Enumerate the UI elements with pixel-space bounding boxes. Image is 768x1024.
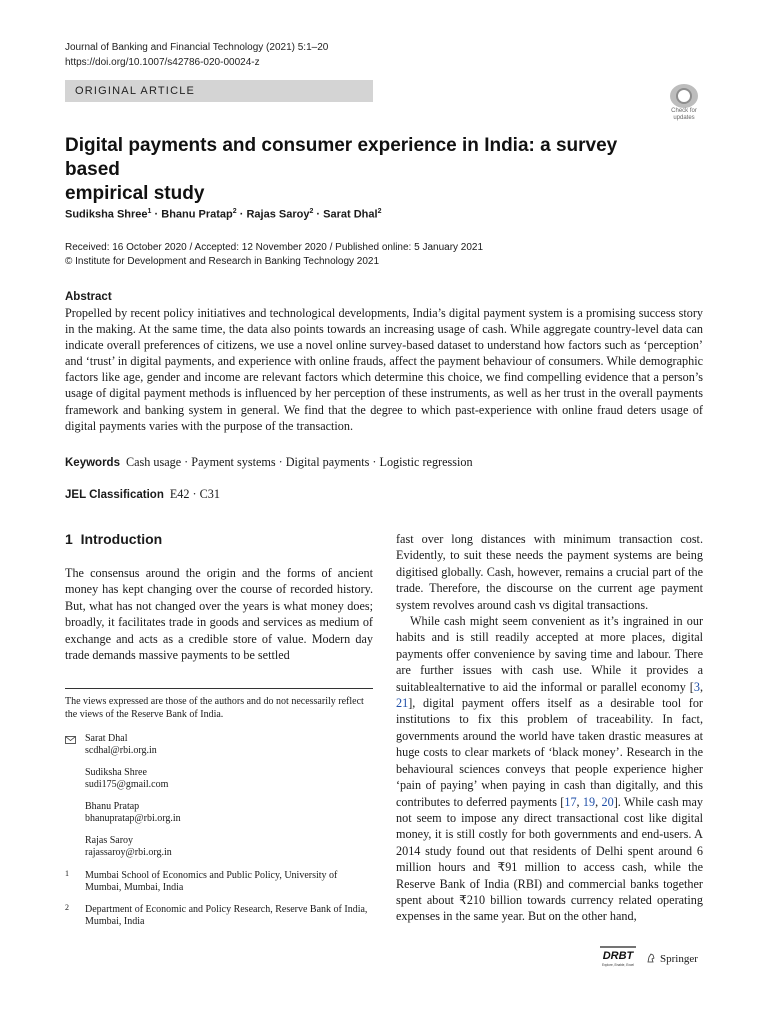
author-name[interactable]: Rajas Saroy	[246, 208, 310, 221]
section-number: 1	[65, 531, 73, 547]
author-name[interactable]: Sarat Dhal	[323, 208, 378, 221]
publisher-name: Springer	[660, 953, 698, 965]
abstract-body: Propelled by recent policy initiatives and technological developments, India’s digital payment system is a promising success story in the making. At the same time, the data also points towards an increasing usage of cash. While aggregate country-level data can indicate overall preferences of citizens, we use a novel online survey-based dataset to understand how factors such as ‘perception’ and ‘trust’ in digital payments, and experience with online frauds, affect the payment behaviour of consumers. While demographic factors like age, gender and income are relevant factors which determine this choice, we find compelling evidence that a person’s usage of digital payment methods is influenced by her perception of these instruments, as well as her trust in the overall payments framework and banking system in general. We find that the degree to which past-experience with online fraud deters usage of digital payments varies with the purpose of the transaction.	[65, 306, 703, 433]
contact-email[interactable]: rajassaroy@rbi.org.in	[85, 847, 172, 859]
contact-entry	[85, 801, 181, 826]
citation-link[interactable]: 20	[601, 794, 614, 809]
contact-name: Rajas Saroy	[85, 835, 134, 846]
citation-link[interactable]: 17	[564, 794, 577, 809]
contact-email[interactable]: scdhal@rbi.org.in	[85, 745, 157, 757]
jel-label: JEL Classification	[65, 489, 164, 501]
check-updates-icon	[670, 84, 698, 108]
contact-name: Bhanu Pratap	[85, 801, 140, 812]
intro-paragraph: While cash might seem convenient as it’s ingrained in our habits and is still readily accepted at more places, digital payments offer convenience by saving time and labour. There are further issues with cash use. While it provides a suitablealternative to aid the informal or parallel economy [3, 21], digital payment offers itself as a desirable tool for institutions to fix this problem of traceability. In fact, governments around the world have taken drastic measures at huge costs to clear markets of ‘black money’. Research in the behavioural sciences conveys that people experience higher ‘pain of paying’ when paying in cash than digitally, and this contributes to deferred payments [17, 19, 20]. While cash may not seem to impose any direct transactional cost like digital money, it is still costly for both governments and end-users. A 2014 study found out that residents of Delhi spent around 6 million hours and ₹91 million to access cash, while the Reserve Bank of India (RBI) and commercial banks together spent about ₹210 billion towards currency related operating expenses in the same year. But on the other hand,	[396, 614, 703, 924]
journal-citation: Journal of Banking and Financial Technology (2021) 5:1–20	[65, 42, 329, 53]
intro-left-column	[65, 565, 373, 663]
jel-value: E42 · C31	[169, 487, 220, 501]
contact-entry	[85, 767, 168, 792]
citation-link[interactable]: 3	[693, 679, 700, 694]
section-heading	[65, 531, 162, 547]
intro-paragraph: The consensus around the origin and the forms of ancient money has kept changing over the course of recorded history. But, what has not changed over the years is what money does; broadly, it facilitates trade in goods and services as medium of exchange and acts as a credible store of value. Modern day trade demands massive payments to be settled	[65, 566, 373, 663]
publication-dates: Received: 16 October 2020 / Accepted: 12 November 2020 / Published online: 5 January 2021	[65, 242, 484, 253]
citation-link[interactable]: 19	[582, 794, 596, 809]
affiliation-number: 1	[65, 869, 69, 878]
jel-classification	[65, 486, 220, 503]
envelope-icon	[65, 736, 76, 744]
keywords	[65, 454, 473, 471]
logo-tagline: Explore, Enable, Excel	[601, 963, 635, 967]
contact-entry	[85, 733, 157, 758]
paper-title	[65, 134, 665, 206]
author-affil-mark: 1	[147, 208, 152, 215]
intro-paragraph: fast over long distances with minimum transaction cost. Evidently, to suit these needs the payment systems are being digitised globally. Cash, however, remains a crucial part of the trade. Therefore, the discourse on the current age payment system revolves around cash vs digital transactions.	[396, 532, 703, 612]
contact-email[interactable]: sudi175@gmail.com	[85, 779, 169, 791]
affiliation-number: 2	[65, 903, 69, 912]
contact-entry	[85, 835, 172, 860]
citation-link[interactable]: 21	[396, 696, 409, 711]
footnote-divider	[65, 688, 373, 689]
abstract-heading: Abstract	[65, 291, 112, 303]
title-line-2: empirical study	[65, 183, 205, 204]
author-name[interactable]: Sudiksha Shree	[65, 208, 148, 221]
section-title: Introduction	[80, 531, 163, 547]
affiliation-text: Mumbai School of Economics and Public Policy, University of Mumbai, Mumbai, India	[85, 870, 338, 894]
contact-name: Sarat Dhal	[85, 733, 128, 744]
keywords-label: Keywords	[65, 457, 120, 469]
drbt-logo	[598, 944, 638, 968]
copyright-notice: © Institute for Development and Research in Banking Technology 2021	[65, 256, 380, 267]
check-for-updates-badge[interactable]	[666, 84, 702, 124]
author-list: Sudiksha Shree$^1$ · Bhanu Pratap$^2$ · Rajas Saroy$^2$ · Sarat Dhal$^2$	[65, 208, 382, 221]
disclaimer-footnote: The views expressed are those of the authors and do not necessarily reflect the views of the Reserve Bank of India.	[65, 696, 364, 720]
publisher-mark	[646, 952, 698, 966]
contact-email[interactable]: bhanupratap@rbi.org.in	[85, 813, 181, 825]
doi-link[interactable]: https://doi.org/10.1007/s42786-020-00024-z	[65, 57, 260, 68]
springer-horse-icon	[646, 953, 656, 963]
article-type-banner: ORIGINAL ARTICLE	[65, 80, 373, 102]
title-line-1: Digital payments and consumer experience in India: a survey based	[65, 135, 618, 180]
author-affil-mark: 2	[377, 208, 382, 215]
author-affil-mark: 2	[232, 208, 237, 215]
check-updates-label: Check for updates	[671, 108, 697, 121]
author-affil-mark: 2	[309, 208, 314, 215]
logo-text: DRBT	[602, 950, 634, 962]
author-name[interactable]: Bhanu Pratap	[161, 208, 233, 221]
intro-right-column	[396, 531, 703, 925]
affiliation-text: Department of Economic and Policy Research, Reserve Bank of India, Mumbai, India	[85, 904, 368, 928]
contact-name: Sudiksha Shree	[85, 767, 147, 778]
keywords-value: Cash usage · Payment systems · Digital payments · Logistic regression	[125, 455, 473, 469]
